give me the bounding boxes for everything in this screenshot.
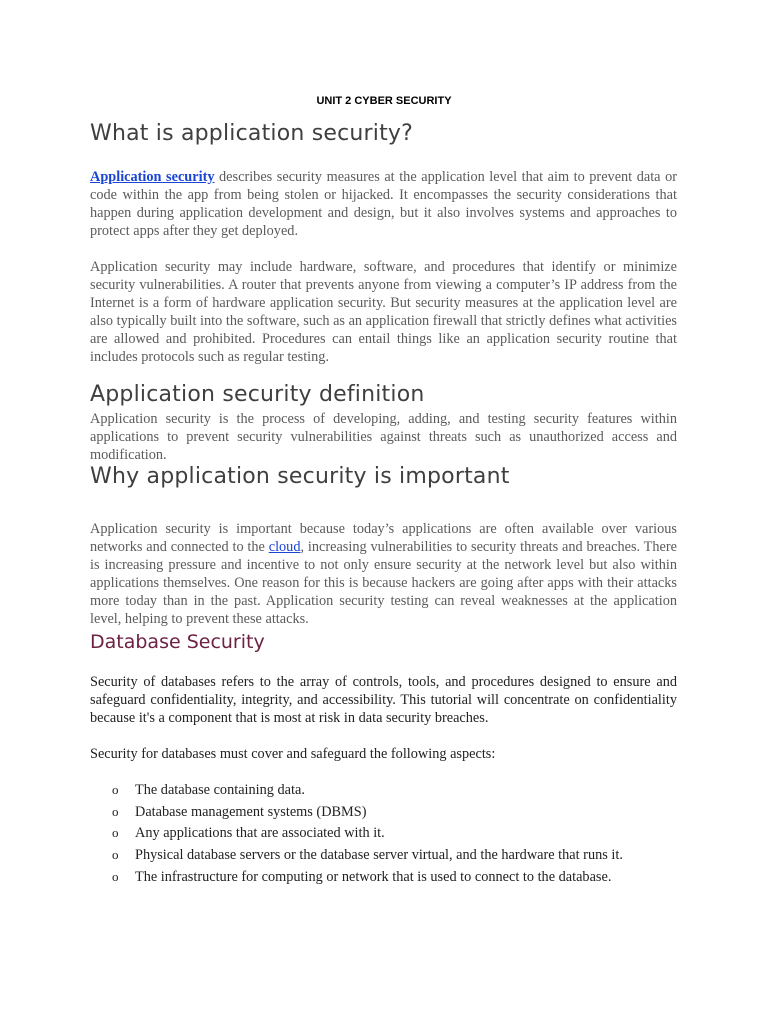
list-item bbox=[90, 868, 690, 890]
paragraph-application-security-hardware: Application security may include hardware, software, and procedures that identify or minimize security vulnerabilities. A router that prevents anyone from viewing a computer’s IP address from the Internet is a form of hardware application security. But security measures at the application level are also typically built into the software, such as an application firewall that strictly defines what activities are allowed and prohibited. Procedures can entail things like an application security routine that includes protocols such as regular testing. bbox=[90, 259, 677, 365]
list-item bbox=[90, 846, 690, 868]
list-item bbox=[90, 803, 690, 825]
list-item-text: Physical database servers or the database server virtual, and the hardware that runs it. bbox=[135, 847, 623, 864]
heading-what-is-application-security: What is application security? bbox=[90, 121, 414, 146]
list-item-text: The database containing data. bbox=[135, 782, 305, 798]
application-security-link[interactable]: Application security bbox=[90, 169, 215, 185]
unit-title: UNIT 2 CYBER SECURITY bbox=[316, 95, 452, 107]
database-aspects-list bbox=[90, 781, 690, 889]
paragraph-database-security: Security of databases refers to the array of controls, tools, and procedures designed to ensure and safeguard confidentiality, integrity, and accessibility. This tutorial will concentrate on confidentiality because it's a component that is most at risk in data security breaches. bbox=[90, 674, 677, 726]
paragraph-definition: Application security is the process of developing, adding, and testing security features within applications to prevent security vulnerabilities against threats such as unauthorized access and modification. bbox=[90, 411, 677, 463]
paragraph-why-important bbox=[90, 520, 677, 628]
bullet-marker: o bbox=[112, 868, 119, 884]
why-text-start: Application security is important because today’s applications are often available over various networks and connected to the bbox=[90, 521, 677, 555]
bullet-marker: o bbox=[112, 825, 119, 841]
heading-database-security: Database Security bbox=[90, 631, 265, 653]
intro-text: describes security measures at the application level that aim to prevent data or code within the app from being stolen or hijacked. It encompasses the security considerations that happen during application development and design, but it also involves systems and approaches to protect apps after they get deployed. bbox=[90, 169, 677, 239]
paragraph-application-security-intro bbox=[90, 168, 677, 240]
list-item-text: Database management systems (DBMS) bbox=[135, 803, 367, 820]
bullet-marker: o bbox=[112, 847, 119, 863]
heading-application-security-definition: Application security definition bbox=[90, 382, 425, 407]
cloud-link[interactable]: cloud bbox=[268, 539, 301, 555]
list-item bbox=[90, 824, 690, 846]
why-text-end: , increasing vulnerabilities to security threats and breaches. There is increasing pressure and incentive to not only ensure security at the network level but also within applications themselves. One reason for this is because hackers are going after apps with their attacks more today than in the past. Application security testing can reveal weaknesses at the application level, helping to prevent these attacks. bbox=[90, 539, 677, 627]
heading-why-important: Why application security is important bbox=[90, 464, 510, 489]
paragraph-database-aspects-intro: Security for databases must cover and safeguard the following aspects: bbox=[90, 746, 496, 762]
bullet-marker: o bbox=[112, 803, 119, 819]
list-item bbox=[90, 781, 690, 803]
list-item-text: The infrastructure for computing or network that is used to connect to the database. bbox=[135, 868, 612, 885]
list-item-text: Any applications that are associated with it. bbox=[135, 825, 385, 842]
bullet-marker: o bbox=[112, 782, 119, 797]
